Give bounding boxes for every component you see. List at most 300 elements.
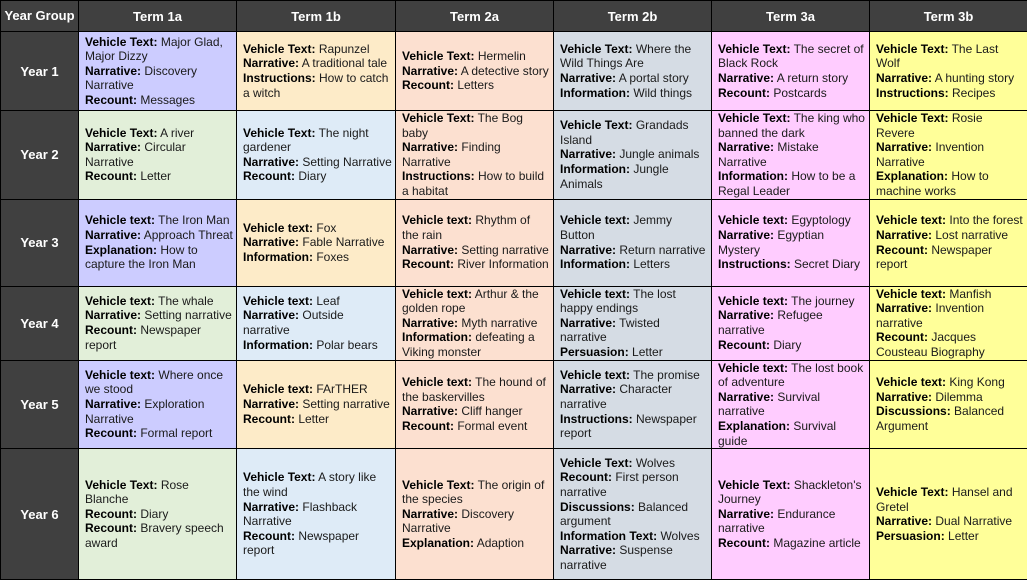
cell-line-value: Endurance narrative: [718, 507, 835, 536]
cell-line-label: Vehicle text:: [85, 294, 155, 308]
cell-line: [560, 316, 708, 345]
cell-line-value: Jungle animals: [616, 147, 699, 161]
cell-line-value: Balanced Argument: [876, 404, 1004, 433]
term-1b-cell: [237, 360, 396, 449]
cell-line-value: Secret Diary: [791, 257, 860, 271]
term-2b-cell: [554, 360, 712, 449]
cell-line-label: Vehicle Text:: [718, 42, 790, 56]
cell-line: [560, 470, 708, 499]
cell-line: [876, 375, 1024, 390]
cell-line-value: How to capture the Iron Man: [85, 243, 198, 272]
term-1a-cell: [79, 32, 237, 111]
term-2a-cell: [396, 32, 554, 111]
year-label: Year 3: [1, 199, 79, 286]
term-3b-cell: [870, 360, 1027, 449]
cell-line-label: Information:: [560, 257, 630, 271]
cell-line-value: Survival narrative: [718, 390, 820, 419]
cell-line: [876, 213, 1024, 228]
cell-line-value: The Last Wolf: [876, 42, 998, 71]
cell-line-label: Persuasion:: [876, 529, 945, 543]
cell-line: [560, 257, 708, 272]
cell-line-value: A return story: [774, 71, 848, 85]
term-2a-cell: [396, 449, 554, 580]
cell-line: [560, 368, 708, 383]
cell-line-label: Vehicle Text:: [560, 118, 632, 132]
cell-line-label: Information:: [560, 86, 630, 100]
cell-line-label: Narrative:: [718, 507, 774, 521]
cell-line-value: Into the forest: [946, 213, 1023, 227]
cell-line: [876, 287, 1024, 302]
cell-line: [876, 86, 1024, 101]
cell-line-label: Vehicle Text:: [243, 126, 315, 140]
cell-line-value: Newspaper report: [85, 323, 201, 352]
cell-line-value: Discovery Narrative: [402, 507, 514, 536]
year-label: Year 5: [1, 360, 79, 449]
cell-line-label: Narrative:: [718, 140, 774, 154]
cell-line-label: Vehicle Text:: [243, 470, 315, 484]
cell-line-label: Narrative:: [243, 308, 299, 322]
cell-line: [243, 470, 392, 499]
cell-line-value: Letter: [295, 412, 329, 426]
cell-line-label: Narrative:: [876, 228, 932, 242]
cell-line-label: Persuasion:: [560, 345, 629, 359]
cell-line: [876, 390, 1024, 405]
cell-line-label: Narrative:: [85, 140, 141, 154]
cell-line-value: Jacques Cousteau Biography: [876, 330, 985, 359]
cell-line: [402, 404, 550, 419]
cell-line: [560, 243, 708, 258]
cell-line: [243, 338, 392, 353]
cell-line-label: Information:: [243, 250, 313, 264]
cell-line-label: Narrative:: [402, 404, 458, 418]
term-2a-cell: [396, 199, 554, 286]
cell-line: [718, 111, 866, 140]
cell-line: [243, 169, 392, 184]
cell-line-label: Narrative:: [85, 308, 141, 322]
term-2b-cell: [554, 32, 712, 111]
cell-line-value: Jemmy Button: [560, 213, 672, 242]
cell-line-label: Narrative:: [718, 390, 774, 404]
year-row: [1, 199, 1027, 286]
cell-line-label: Recount:: [402, 78, 454, 92]
cell-line: [560, 529, 708, 544]
cell-line: [718, 213, 866, 228]
cell-line-label: Recount:: [85, 426, 137, 440]
cell-line-label: Vehicle Text:: [85, 478, 157, 492]
year-row: [1, 286, 1027, 360]
cell-line-label: Information:: [402, 330, 472, 344]
cell-line-label: Vehicle Text:: [560, 42, 632, 56]
cell-line-value: Newspaper report: [876, 243, 992, 272]
term-2b-cell: [554, 449, 712, 580]
cell-line-value: Rapunzel: [315, 42, 369, 56]
term-1b-cell: [237, 111, 396, 200]
term-2a-cell: [396, 286, 554, 360]
cell-line: [718, 536, 866, 551]
year-row: [1, 360, 1027, 449]
cell-line-value: Adaption: [474, 536, 524, 550]
cell-line-value: River Information: [454, 257, 549, 271]
cell-line: [560, 42, 708, 71]
cell-line-label: Vehicle Text:: [243, 42, 315, 56]
cell-line-label: Narrative:: [718, 308, 774, 322]
cell-line: [718, 294, 866, 309]
cell-line-value: Formal report: [137, 426, 212, 440]
cell-line-value: The journey: [788, 294, 855, 308]
cell-line: [560, 382, 708, 411]
cell-line-label: Narrative:: [560, 382, 616, 396]
term-1b-cell: [237, 449, 396, 580]
cell-line-value: Invention narrative: [876, 301, 984, 330]
cell-line: [402, 507, 550, 536]
cell-line: [85, 213, 233, 228]
cell-line: [560, 162, 708, 191]
cell-line: [402, 111, 550, 140]
cell-line: [243, 308, 392, 337]
cell-line-label: Narrative:: [85, 64, 141, 78]
cell-line-label: Recount:: [718, 86, 770, 100]
cell-line-value: The lost happy endings: [560, 287, 676, 316]
cell-line-value: The hound of the baskervilles: [402, 375, 546, 404]
cell-line: [718, 507, 866, 536]
cell-line-value: Exploration Narrative: [85, 397, 204, 426]
cell-line: [402, 287, 550, 316]
cell-line-label: Vehicle Text:: [718, 111, 790, 125]
cell-line: [402, 316, 550, 331]
cell-line: [402, 257, 550, 272]
cell-line: [402, 375, 550, 404]
cell-line-label: Recount:: [85, 93, 137, 107]
cell-line: [876, 485, 1024, 514]
cell-line-value: The promise: [630, 368, 700, 382]
cell-line: [402, 140, 550, 169]
cell-line: [85, 368, 233, 397]
cell-line-value: Polar bears: [313, 338, 378, 352]
cell-line-label: Discussions:: [876, 404, 951, 418]
cell-line-value: Setting Narrative: [299, 155, 392, 169]
term-3a-cell: [712, 32, 870, 111]
cell-line-value: The secret of Black Rock: [718, 42, 864, 71]
cell-line-value: Magazine article: [770, 536, 861, 550]
cell-line-value: The lost book of adventure: [718, 361, 863, 390]
cell-line-value: The whale: [155, 294, 213, 308]
cell-line: [85, 308, 233, 323]
cell-line-value: Survival guide: [718, 419, 836, 448]
term-3a-cell: [712, 199, 870, 286]
cell-line: [560, 118, 708, 147]
cell-line-value: Newspaper report: [243, 529, 359, 558]
cell-line-label: Narrative:: [876, 514, 932, 528]
cell-line-label: Discussions:: [560, 500, 635, 514]
term-1b-cell: [237, 32, 396, 111]
year-row: [1, 111, 1027, 200]
cell-line-value: Major Glad, Major Dizzy: [85, 35, 223, 64]
cell-line-label: Narrative:: [402, 243, 458, 257]
cell-line: [243, 71, 392, 100]
cell-line-value: How to build a habitat: [402, 169, 544, 198]
cell-line-label: Vehicle text:: [718, 361, 788, 375]
cell-line: [718, 71, 866, 86]
cell-line-value: defeating a Viking monster: [402, 330, 535, 359]
cell-line-label: Narrative:: [560, 147, 616, 161]
cell-line: [718, 390, 866, 419]
cell-line-label: Narrative:: [560, 543, 616, 557]
cell-line-label: Vehicle text:: [876, 287, 946, 301]
cell-line-label: Recount:: [876, 330, 928, 344]
cell-line-value: A river: [157, 126, 194, 140]
cell-line-value: A story like the wind: [243, 470, 376, 499]
term-2b-cell: [554, 111, 712, 200]
cell-line-value: Grandads Island: [560, 118, 689, 147]
cell-line: [560, 412, 708, 441]
cell-line: [243, 500, 392, 529]
cell-line-label: Recount:: [876, 243, 928, 257]
cell-line: [243, 221, 392, 236]
cell-line-label: Vehicle Text:: [560, 456, 632, 470]
cell-line: [718, 361, 866, 390]
cell-line: [876, 71, 1024, 86]
cell-line-label: Narrative:: [243, 56, 299, 70]
cell-line-value: Where once we stood: [85, 368, 223, 397]
cell-line-label: Narrative:: [876, 301, 932, 315]
cell-line-label: Information Text:: [560, 529, 657, 543]
cell-line-label: Instructions:: [402, 169, 475, 183]
year-row: [1, 449, 1027, 580]
cell-line-value: Wild things: [630, 86, 692, 100]
cell-line-value: Letter: [945, 529, 979, 543]
cell-line: [243, 294, 392, 309]
cell-line: [876, 228, 1024, 243]
cell-line-value: Approach Threat: [141, 228, 233, 242]
cell-line-value: Hansel and Gretel: [876, 485, 1013, 514]
cell-line-value: First person narrative: [560, 470, 679, 499]
cell-line-value: Egyptology: [788, 213, 851, 227]
cell-line-value: How to be a Regal Leader: [718, 169, 855, 198]
term-3b-cell: [870, 449, 1027, 580]
cell-line: [718, 42, 866, 71]
cell-line: [85, 64, 233, 93]
cell-line-value: Setting narrative: [141, 308, 232, 322]
cell-line-label: Recount:: [243, 529, 295, 543]
cell-line: [560, 456, 708, 471]
term-3a-cell: [712, 286, 870, 360]
cell-line: [560, 213, 708, 242]
cell-line-label: Narrative:: [243, 235, 299, 249]
cell-line-value: Newspaper report: [560, 412, 697, 441]
cell-line: [85, 397, 233, 426]
cell-line-label: Narrative:: [243, 500, 299, 514]
cell-line-value: Manfish: [946, 287, 991, 301]
term-3b-header: Term 3b: [870, 1, 1027, 32]
cell-line: [243, 235, 392, 250]
cell-line: [718, 419, 866, 448]
term-2a-cell: [396, 111, 554, 200]
cell-line: [85, 140, 233, 169]
cell-line-value: Flashback Narrative: [243, 500, 357, 529]
term-1a-cell: [79, 199, 237, 286]
cell-line-value: Rosie Revere: [876, 111, 983, 140]
cell-line-value: Recipes: [949, 86, 996, 100]
cell-line-value: Diary: [770, 338, 801, 352]
cell-line-label: Vehicle text:: [560, 287, 630, 301]
cell-line: [85, 478, 233, 507]
cell-line-value: Egyptian Mystery: [718, 228, 824, 257]
cell-line: [243, 42, 392, 57]
cell-line: [560, 345, 708, 360]
cell-line-value: Messages: [137, 93, 195, 107]
cell-line: [718, 86, 866, 101]
cell-line-value: Formal event: [454, 419, 527, 433]
cell-line: [876, 404, 1024, 433]
cell-line-label: Narrative:: [876, 71, 932, 85]
cell-line-label: Vehicle text:: [560, 368, 630, 382]
cell-line-label: Information:: [560, 162, 630, 176]
cell-line-label: Vehicle Text:: [85, 35, 157, 49]
year-group-header: Year Group: [1, 1, 79, 32]
cell-line-label: Narrative:: [85, 228, 141, 242]
cell-line-value: Twisted narrative: [560, 316, 660, 345]
cell-line-label: Recount:: [718, 536, 770, 550]
cell-line: [243, 155, 392, 170]
cell-line: [85, 35, 233, 64]
cell-line-label: Narrative:: [718, 71, 774, 85]
cell-line-label: Narrative:: [402, 507, 458, 521]
cell-line-label: Narrative:: [876, 140, 932, 154]
cell-line: [876, 529, 1024, 544]
cell-line-value: How to catch a witch: [243, 71, 388, 100]
cell-line-value: FArTHER: [313, 382, 368, 396]
cell-line: [402, 536, 550, 551]
cell-line-value: Dilemma: [932, 390, 983, 404]
cell-line-label: Vehicle text:: [402, 287, 472, 301]
cell-line: [876, 514, 1024, 529]
cell-line: [85, 294, 233, 309]
cell-line-value: Letters: [454, 78, 494, 92]
cell-line-label: Explanation:: [402, 536, 474, 550]
term-3b-cell: [870, 199, 1027, 286]
cell-line: [243, 529, 392, 558]
cell-line-value: Fable Narrative: [299, 235, 384, 249]
cell-line-label: Vehicle Text:: [876, 485, 948, 499]
cell-line: [718, 228, 866, 257]
cell-line-value: Refugee narrative: [718, 308, 823, 337]
cell-line-value: Dual Narrative: [932, 514, 1012, 528]
cell-line-label: Vehicle Text:: [402, 49, 474, 63]
cell-line: [243, 250, 392, 265]
cell-line-label: Narrative:: [243, 397, 299, 411]
cell-line: [718, 338, 866, 353]
cell-line-label: Recount:: [243, 412, 295, 426]
term-1a-cell: [79, 111, 237, 200]
cell-line: [402, 330, 550, 359]
cell-line-value: Letter: [137, 169, 171, 183]
cell-line-value: Shackleton's Journey: [718, 478, 861, 507]
cell-line-value: Discovery Narrative: [85, 64, 197, 93]
term-2b-cell: [554, 286, 712, 360]
cell-line-value: A traditional tale: [299, 56, 387, 70]
cell-line-label: Vehicle text:: [85, 368, 155, 382]
table-body: [1, 32, 1027, 580]
cell-line-label: Vehicle text:: [718, 213, 788, 227]
term-1b-cell: [237, 199, 396, 286]
year-label: Year 6: [1, 449, 79, 580]
cell-line-value: The king who banned the dark: [718, 111, 865, 140]
cell-line-label: Vehicle text:: [243, 382, 313, 396]
term-3b-cell: [870, 111, 1027, 200]
cell-line: [876, 301, 1024, 330]
cell-line-label: Information:: [243, 338, 313, 352]
cell-line-value: Diary: [137, 507, 168, 521]
term-1b-cell: [237, 286, 396, 360]
cell-line: [85, 323, 233, 352]
cell-line-label: Vehicle text:: [876, 375, 946, 389]
cell-line: [560, 71, 708, 86]
cell-line: [560, 86, 708, 101]
cell-line-value: Setting narrative: [299, 397, 390, 411]
cell-line-value: The Bog baby: [402, 111, 523, 140]
cell-line-value: Invention Narrative: [876, 140, 984, 169]
cell-line-value: Foxes: [313, 250, 349, 264]
cell-line-label: Explanation:: [876, 169, 948, 183]
cell-line: [243, 56, 392, 71]
term-1a-cell: [79, 449, 237, 580]
cell-line: [402, 169, 550, 198]
term-3b-cell: [870, 286, 1027, 360]
cell-line: [876, 111, 1024, 140]
cell-line-label: Narrative:: [560, 243, 616, 257]
cell-line-value: Wolves: [657, 529, 699, 543]
cell-line: [560, 543, 708, 572]
cell-line-value: King Kong: [946, 375, 1005, 389]
cell-line: [402, 213, 550, 242]
cell-line-value: Arthur & the golden rope: [402, 287, 539, 316]
cell-line-label: Vehicle Text:: [718, 478, 790, 492]
cell-line-label: Narrative:: [85, 397, 141, 411]
term-3b-cell: [870, 32, 1027, 111]
cell-line: [560, 147, 708, 162]
cell-line-label: Narrative:: [243, 155, 299, 169]
term-1a-header: Term 1a: [79, 1, 237, 32]
cell-line: [243, 412, 392, 427]
cell-line: [718, 257, 866, 272]
cell-line: [85, 93, 233, 108]
cell-line: [876, 42, 1024, 71]
cell-line: [876, 243, 1024, 272]
cell-line-value: Leaf: [313, 294, 340, 308]
cell-line-value: Fox: [313, 221, 336, 235]
cell-line-value: A hunting story: [932, 71, 1014, 85]
cell-line-label: Recount:: [402, 419, 454, 433]
cell-line-label: Vehicle Text:: [876, 42, 948, 56]
cell-line-value: The night gardener: [243, 126, 369, 155]
term-2a-cell: [396, 360, 554, 449]
cell-line: [560, 287, 708, 316]
cell-line-value: Cliff hanger: [458, 404, 522, 418]
term-1a-cell: [79, 360, 237, 449]
cell-line-label: Vehicle text:: [243, 294, 313, 308]
year-label: Year 1: [1, 32, 79, 111]
term-3a-cell: [712, 360, 870, 449]
cell-line-label: Vehicle text:: [243, 221, 313, 235]
cell-line-value: How to machine works: [876, 169, 989, 198]
cell-line-label: Vehicle Text:: [402, 478, 474, 492]
cell-line-value: The origin of the species: [402, 478, 544, 507]
cell-line-label: Recount:: [85, 521, 137, 535]
cell-line-label: Narrative:: [402, 64, 458, 78]
cell-line: [876, 140, 1024, 169]
cell-line-label: Narrative:: [560, 71, 616, 85]
cell-line-value: Outside narrative: [243, 308, 344, 337]
